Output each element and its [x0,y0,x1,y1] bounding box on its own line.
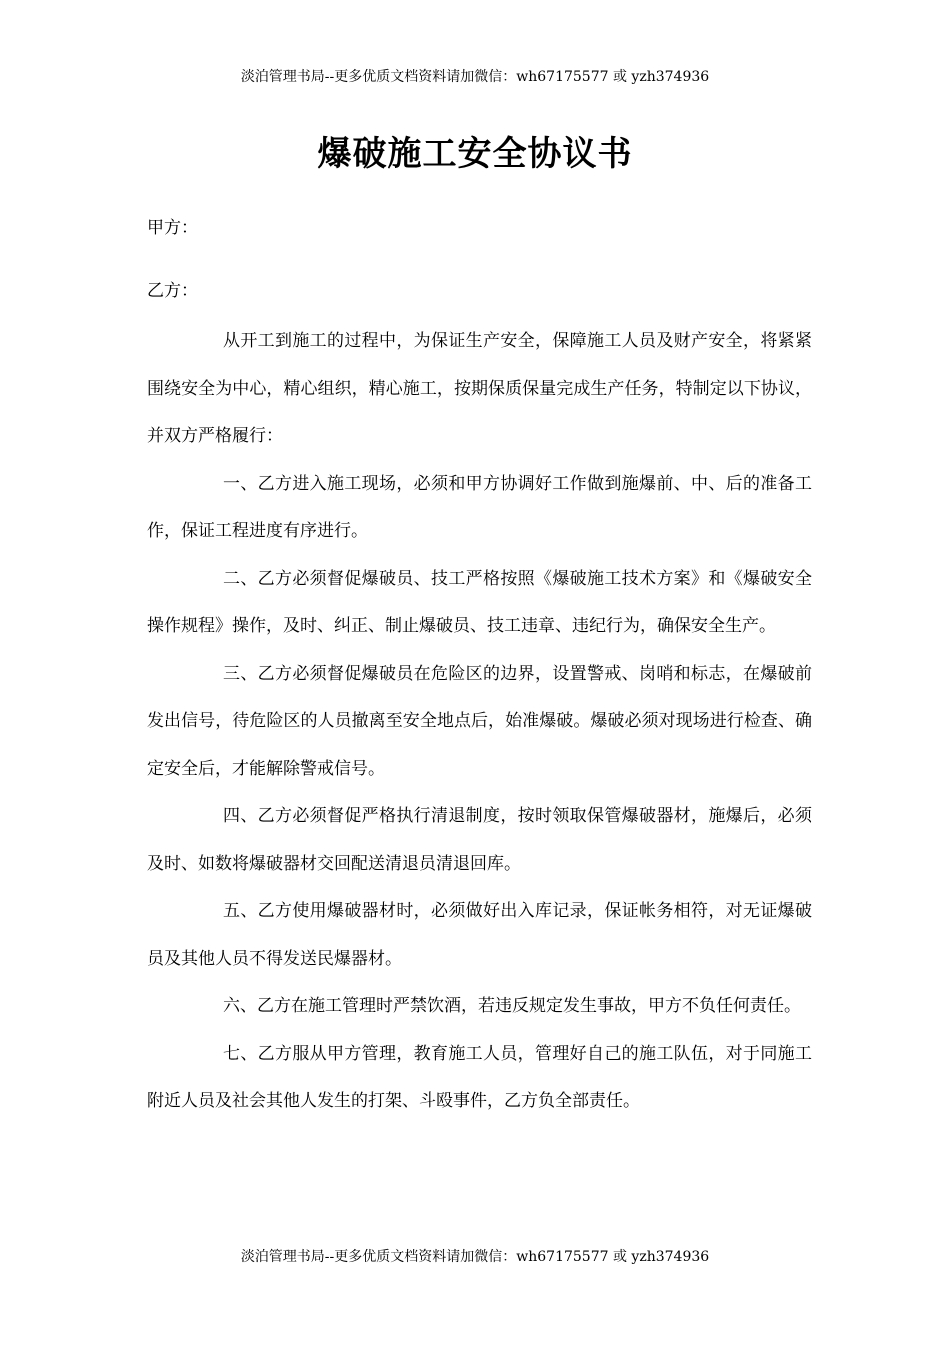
clause-4: 四、乙方必须督促严格执行清退制度，按时领取保管爆破器材，施爆后，必须及时、如数将爆破器材交回配送清退员清退回库。 [147,806,812,874]
page-header: 淡泊管理书局--更多优质文档资料请加微信：wh67175577 或 yzh374936 [240,69,710,85]
intro-paragraph: 从开工到施工的过程中，为保证生产安全，保障施工人员及财产安全，将紧紧围绕安全为中心，精心组织，精心施工，按期保质保量完成生产任务，特制定以下协议，并双方严格履行： [147,331,812,446]
party-b-label: 乙方： [147,281,198,301]
party-a-label: 甲方： [147,218,198,238]
clause-7: 七、乙方服从甲方管理，教育施工人员，管理好自己的施工队伍，对于同施工附近人员及社会其他人发生的打架、斗殴事件，乙方负全部责任。 [147,1043,812,1111]
clause-2: 二、乙方必须督促爆破员、技工严格按照《爆破施工技术方案》和《爆破安全操作规程》操作，及时、纠正、制止爆破员、技工违章、违纪行为，确保安全生产。 [147,568,812,636]
page-footer: 淡泊管理书局--更多优质文档资料请加微信：wh67175577 或 yzh374936 [240,1249,710,1265]
clause-6: 六、乙方在施工管理时严禁饮酒，若违反规定发生事故，甲方不负任何责任。 [223,996,801,1016]
clause-5: 五、乙方使用爆破器材时，必须做好出入库记录，保证帐务相符，对无证爆破员及其他人员不得发送民爆器材。 [147,901,812,969]
document-title: 爆破施工安全协议书 [317,134,633,174]
agreement-body [147,318,812,1126]
clause-3: 三、乙方必须督促爆破员在危险区的边界，设置警戒、岗哨和标志，在爆破前发出信号，待危险区的人员撤离至安全地点后，始准爆破。爆破必须对现场进行检查、确定安全后，才能解除警戒信号。 [147,663,812,779]
clause-1: 一、乙方进入施工现场，必须和甲方协调好工作做到施爆前、中、后的准备工作，保证工程进度有序进行。 [147,473,812,541]
